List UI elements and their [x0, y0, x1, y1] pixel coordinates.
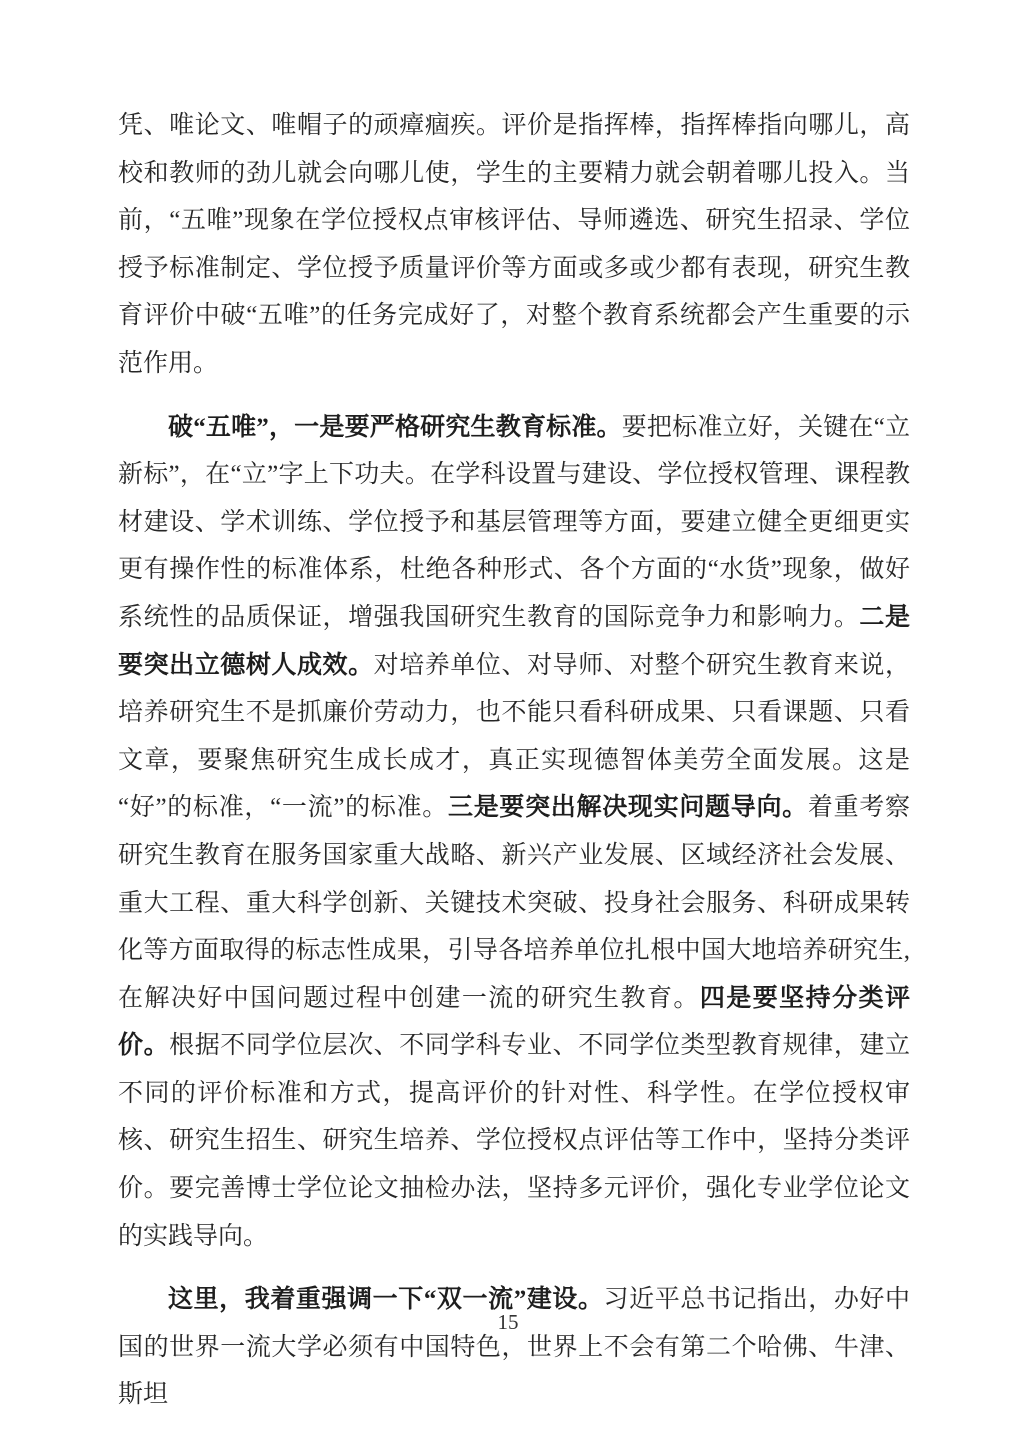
paragraph-text: 着重考察研究生教育在服务国家重大战略、新兴产业发展、区域经济社会发展、重大工程、重大科学创新、关键技术突破、投身社会服务、科研成果转化等方面取得的标志性成果，引导各培养单位扎根中国大地培养研究生,在解决好中国问题过程中创建一流的研究生教育。 [118, 794, 910, 1012]
bold-point-four: 四是要坚持分类评价。 [118, 984, 910, 1060]
paragraph-continuation [118, 102, 910, 388]
paragraph-text: 根据不同学位层次、不同学科专业、不同学位类型教育规律，建立不同的评价标准和方式，提高评价的针对性、科学性。在学位授权审核、研究生招生、研究生培养、学位授权点评估等工作中，坚持分类评价。要完善博士学位论文抽检办法，坚持多元评价，强化专业学位论文的实践导向。 [118, 1032, 910, 1250]
document-body [118, 102, 910, 1419]
paragraph-text: 对培养单位、对导师、对整个研究生教育来说，培养研究生不是抓廉价劳动力，也不能只看科研成果、只看课题、只看文章，要聚焦研究生成长成才，真正实现德智体美劳全面发展。这是“好”的标准，“一流”的标准。 [118, 651, 910, 822]
paragraph-five-onlys [118, 404, 910, 1261]
paragraph-text: 凭、唯论文、唯帽子的顽瘴痼疾。评价是指挥棒，指挥棒指向哪儿，高校和教师的劲儿就会向哪儿使，学生的主要精力就会朝着哪儿投入。当前，“五唯”现象在学位授权点审核评估、导师遴选、研究生招录、学位授予标准制定、学位授予质量评价等方面或多或少都有表现，研究生教育评价中破“五唯”的任务完成好了，对整个教育系统都会产生重要的示范作用。 [118, 112, 910, 377]
bold-point-two: 二是要突出立德树人成效。 [118, 603, 910, 679]
bold-point-three: 三是要突出解决现实问题导向。 [447, 794, 808, 822]
bold-emphasis: 这里，我着重强调一下“双一流”建设。 [168, 1286, 604, 1314]
paragraph-text: 习近平总书记指出，办好中国的世界一流大学必须有中国特色，世界上不会有第二个哈佛、牛津、斯坦 [118, 1286, 910, 1409]
page-number: 15 [497, 1310, 519, 1334]
paragraph-text: 要把标准立好，关键在“立新标”，在“立”字上下功夫。在学科设置与建设、学位授权管理、课程教材建设、学术训练、学位授予和基层管理等方面，要建立健全更细更实更有操作性的标准体系，杜绝各种形式、各个方面的“水货”现象，做好系统性的品质保证，增强我国研究生教育的国际竞争力和影响力。 [118, 413, 910, 631]
bold-point-one: 破“五唯”，一是要严格研究生教育标准。 [168, 413, 622, 441]
paragraph-double-first-class [118, 1276, 910, 1419]
